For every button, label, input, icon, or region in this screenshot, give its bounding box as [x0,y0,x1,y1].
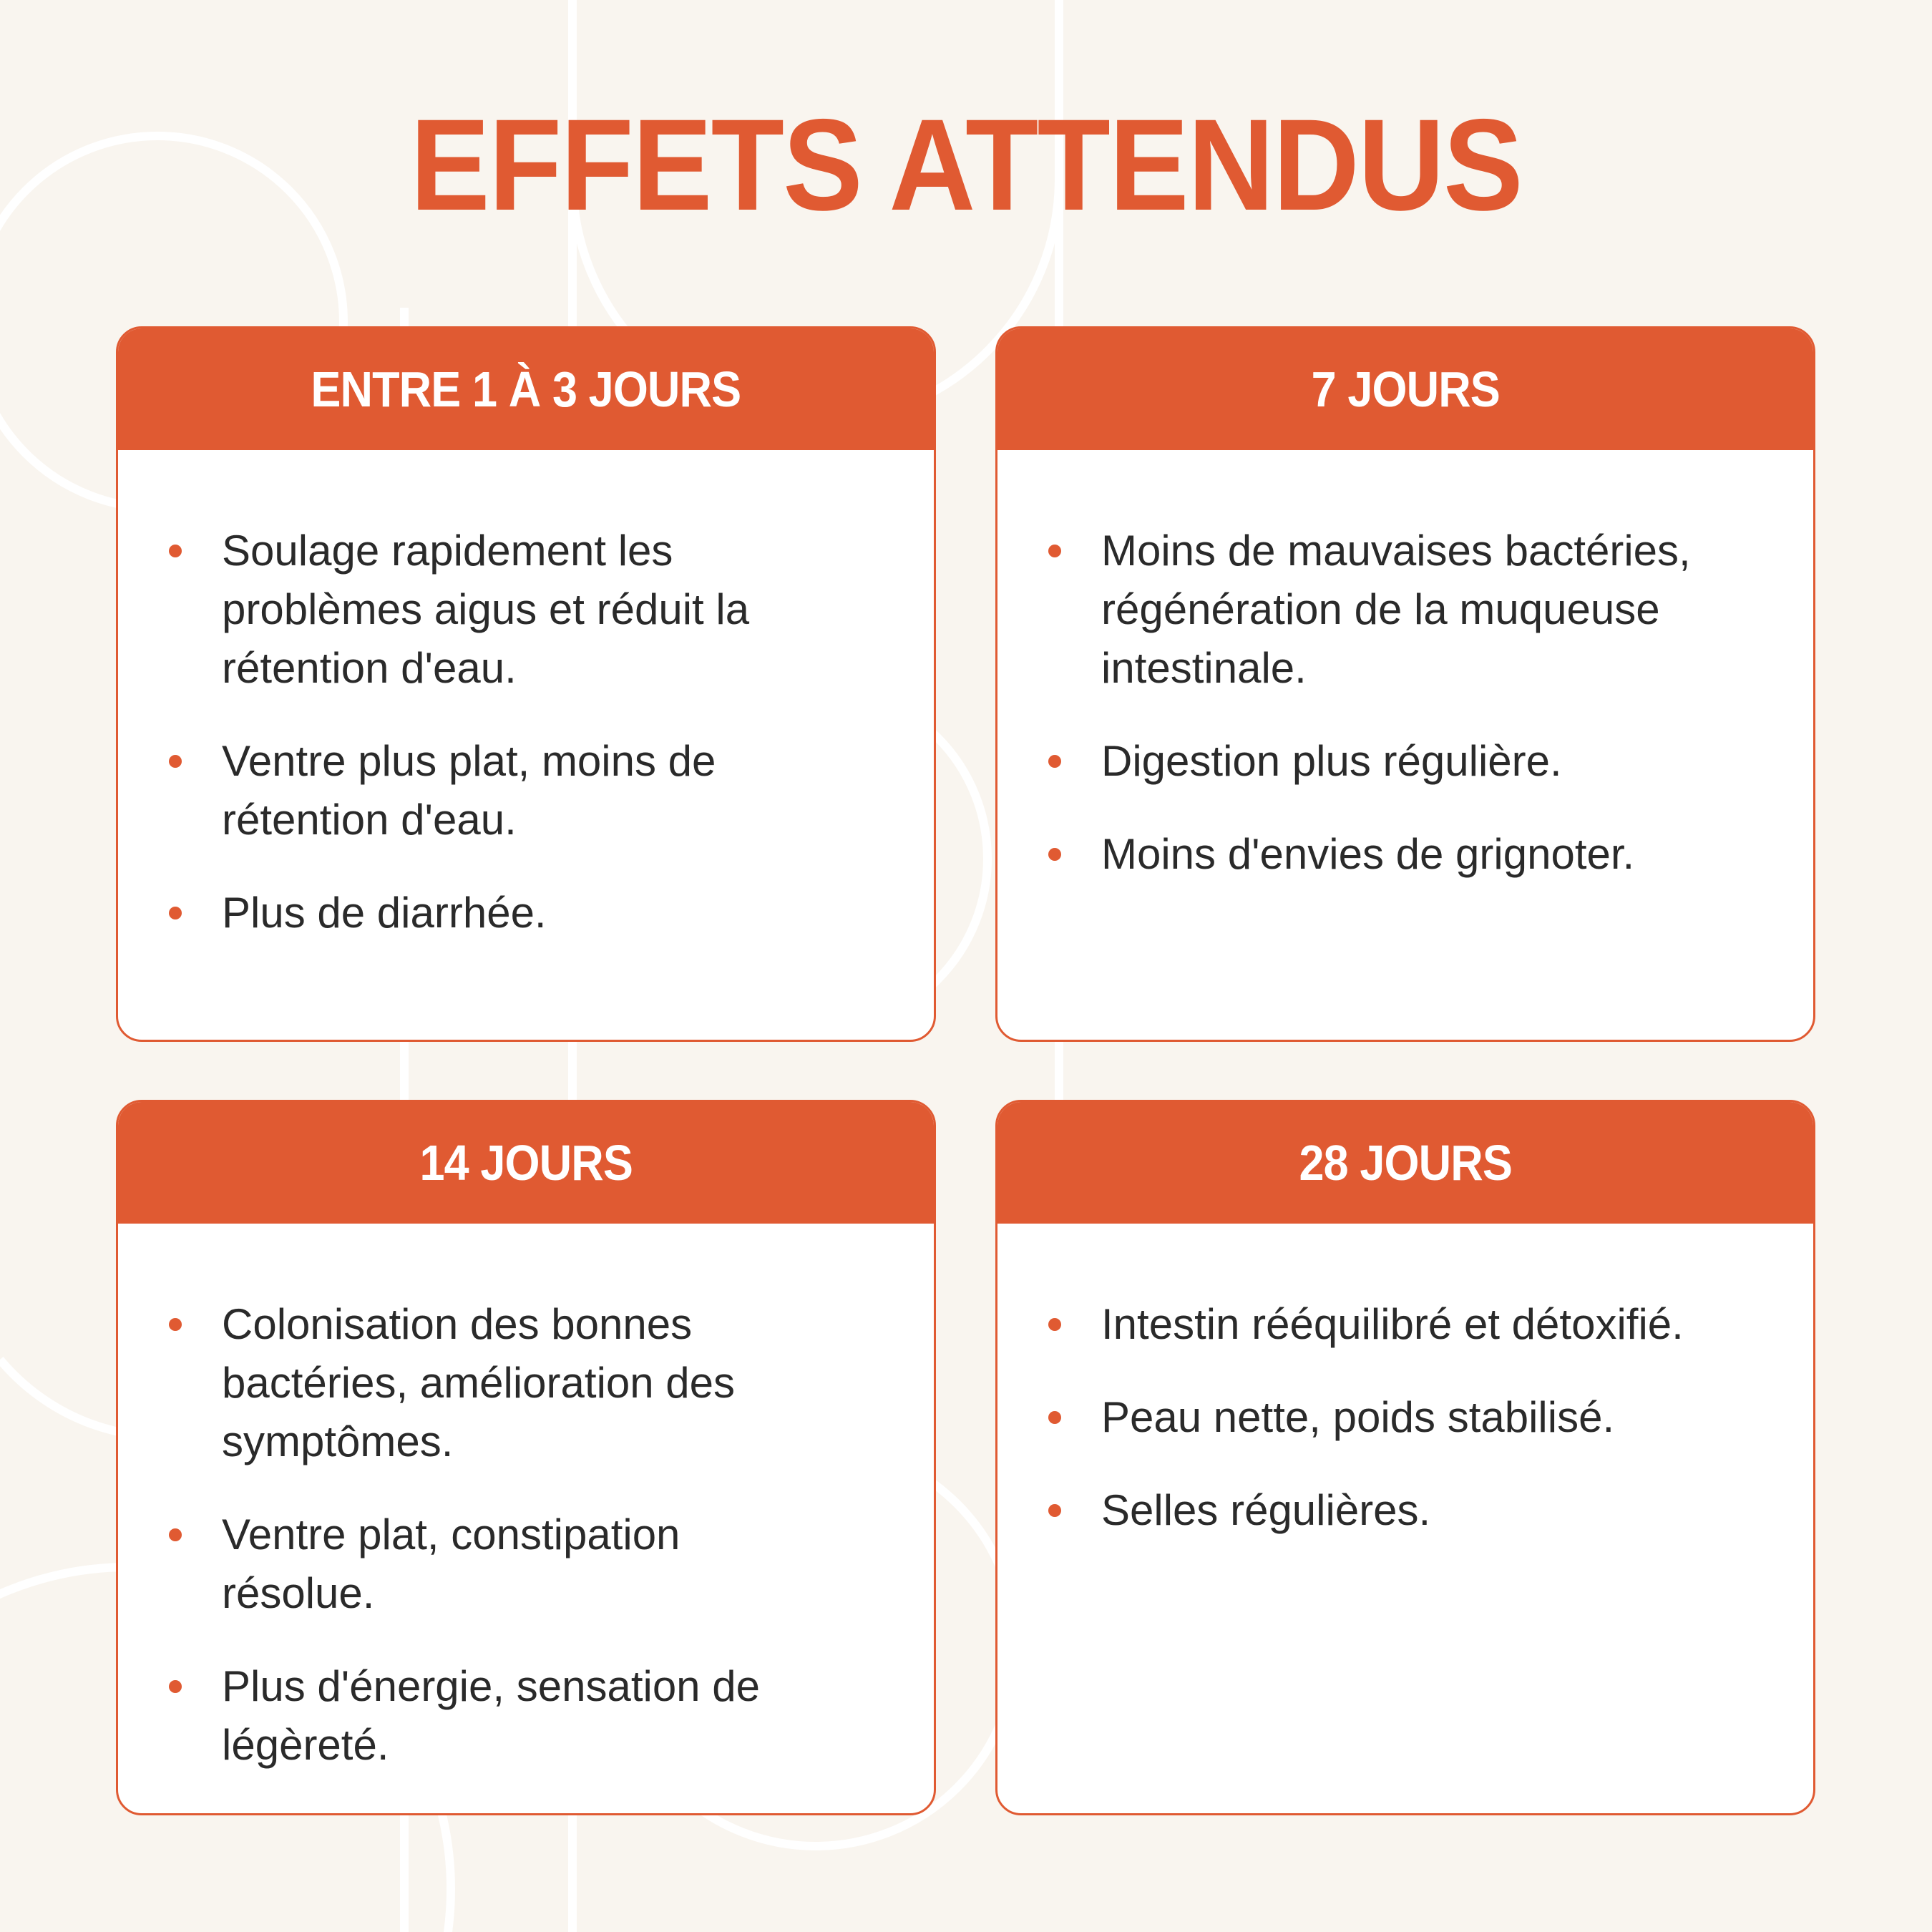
list-item [222,522,766,698]
list-item-text: Plus d'énergie, sensation de légèreté. [222,1662,760,1769]
bullet-icon [169,545,182,557]
bullet-icon [1048,1504,1061,1517]
bullet-icon [1048,1318,1061,1331]
list-item [1101,1295,1760,1354]
bullet-icon [1048,1411,1061,1424]
list-item-text: Digestion plus régulière. [1101,737,1562,785]
card-effects-list [118,1224,934,1775]
card-header [997,328,1813,450]
list-item-text: Moins de mauvaises bactéries, régénération de la muqueuse intestinale. [1101,527,1691,692]
bullet-icon [169,1318,182,1331]
list-item-text: Peau nette, poids stabilisé. [1101,1393,1615,1441]
card-title: 28 JOURS [1299,1135,1512,1191]
list-item [222,884,766,942]
card-header [118,328,934,450]
card-header [997,1102,1813,1224]
bullet-icon [1048,755,1061,768]
card-title: ENTRE 1 À 3 JOURS [311,361,741,417]
list-item [1101,1388,1760,1447]
list-item-text: Ventre plat, constipation résolue. [222,1511,680,1617]
card-title: 14 JOURS [419,1135,633,1191]
bullet-icon [169,907,182,919]
bullet-icon [1048,545,1061,557]
bullet-icon [169,755,182,768]
list-item-text: Moins d'envies de grignoter. [1101,830,1635,878]
card-effects-list [997,1224,1813,1540]
list-item [1101,1481,1760,1540]
bullet-icon [169,1680,182,1693]
card-14-days [116,1100,936,1815]
card-title: 7 JOURS [1311,361,1500,417]
bullet-icon [1048,848,1061,861]
list-item-text: Ventre plus plat, moins de rétention d'eau. [222,737,716,844]
list-item [222,1295,766,1471]
page-title: EFFETS ATTENDUS [410,92,1522,238]
card-7-days [995,326,1815,1042]
list-item-text: Soulage rapidement les problèmes aigus et réduit la rétention d'eau. [222,527,750,692]
list-item [222,1657,766,1775]
list-item-text: Intestin rééquilibré et détoxifié. [1101,1300,1684,1348]
list-item-text: Selles régulières. [1101,1486,1431,1534]
list-item [222,1506,766,1623]
card-header [118,1102,934,1224]
card-1-3-days [116,326,936,1042]
card-effects-list [997,450,1813,884]
card-effects-list [118,450,934,942]
list-item [1101,825,1760,884]
list-item [222,732,766,849]
list-item-text: Colonisation des bonnes bactéries, amélioration des symptômes. [222,1300,736,1465]
card-28-days [995,1100,1815,1815]
bullet-icon [169,1528,182,1541]
list-item [1101,522,1760,698]
list-item-text: Plus de diarrhée. [222,889,547,937]
list-item [1101,732,1760,791]
